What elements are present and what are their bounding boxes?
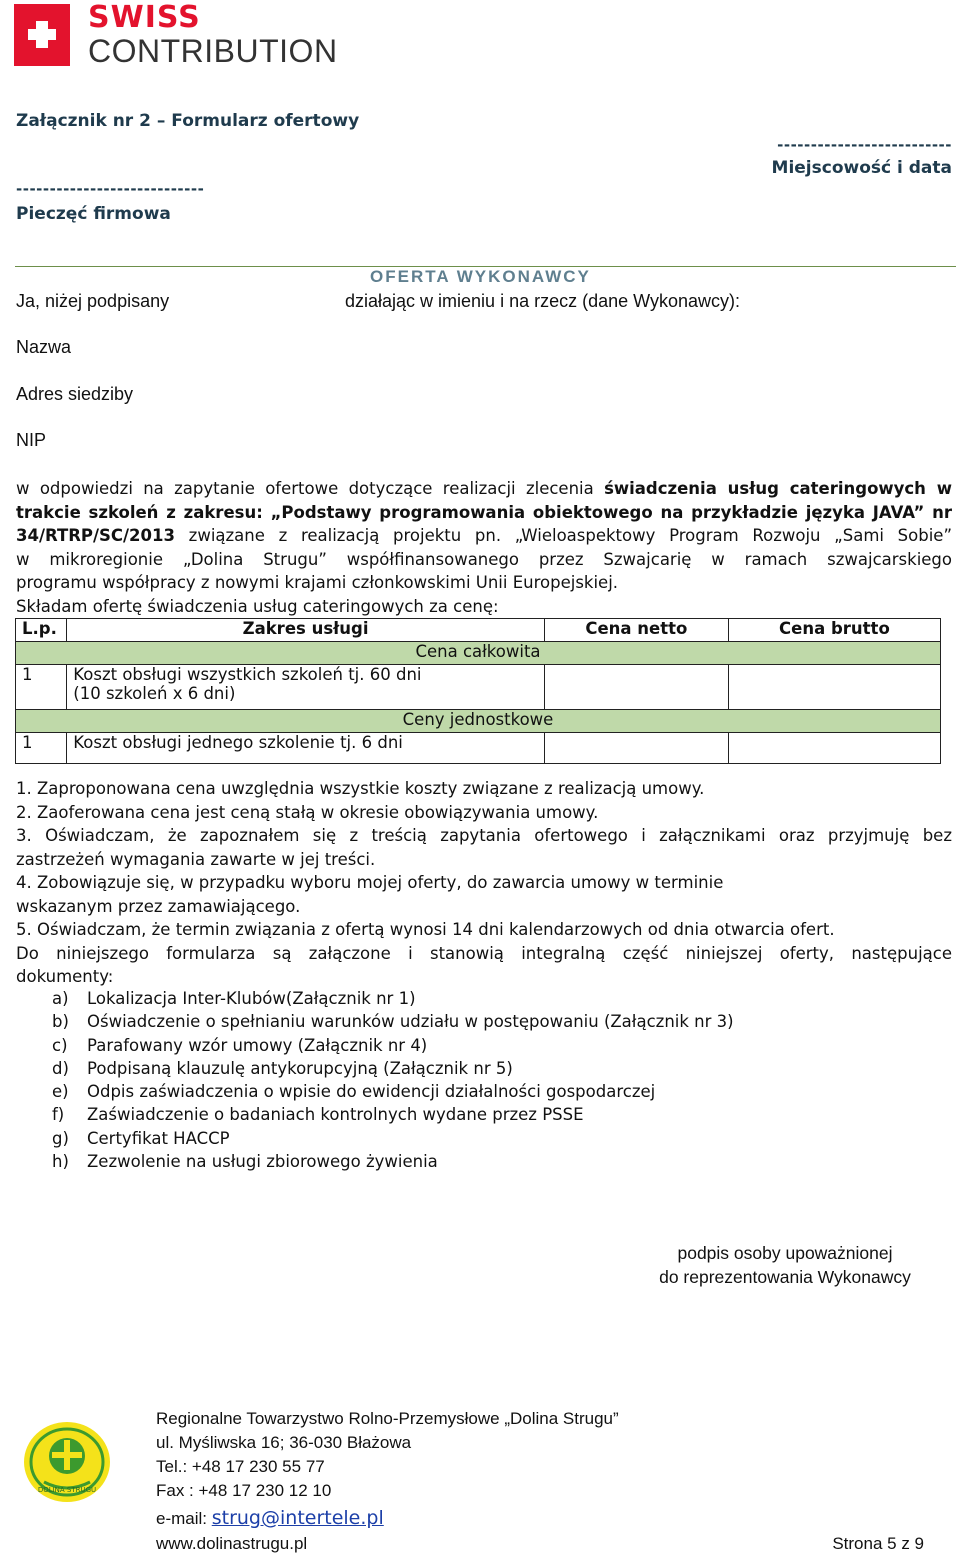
- dolina-strugu-logo-icon: [22, 1420, 112, 1504]
- item-letter: c): [52, 1035, 68, 1055]
- footer-email-label: e-mail:: [156, 1509, 212, 1528]
- list-item: [52, 1057, 734, 1080]
- row1-gross-price-field[interactable]: [728, 665, 940, 710]
- stamp-label: Pieczęć firmowa: [16, 204, 171, 224]
- list-item: [52, 987, 734, 1010]
- footer-address: ul. Myśliwska 16; 36-030 Błażowa: [156, 1433, 412, 1452]
- statement-4: 4. Zobowiązuje się, w przypadku wyboru mojej oferty, do zawarcia umowy w terminie: [16, 873, 724, 892]
- signature-line1: podpis osoby upoważnionej: [677, 1243, 893, 1263]
- header-net: Cena netto: [544, 619, 728, 642]
- row1-net-price-field[interactable]: [544, 665, 728, 710]
- table-section-unit: [16, 710, 941, 733]
- offer-title: OFERTA WYKONAWCY: [370, 267, 591, 286]
- row2-net-price-field[interactable]: [544, 733, 728, 764]
- list-item: [52, 1010, 734, 1033]
- row1-desc-line1: Koszt obsługi wszystkich szkoleń tj. 60 dni: [73, 665, 422, 684]
- intro-line6: Składam ofertę świadczenia usług cateringowych za cenę:: [16, 596, 499, 616]
- list-item: [52, 1127, 734, 1150]
- item-text: Zezwolenie na usługi zbiorowego żywienia: [87, 1152, 438, 1172]
- footer-org: Regionalne Towarzystwo Rolno-Przemysłowe „Dolina Strugu”: [156, 1409, 619, 1428]
- name-label: Nazwa: [16, 337, 72, 357]
- item-letter: a): [52, 989, 69, 1008]
- list-item: [52, 1103, 734, 1126]
- item-letter: g): [52, 1128, 69, 1148]
- intro-line2: trakcie szkoleń z zakresu: „Podstawy programowania obiektowego na przykładzie języka JAVA” nr: [16, 502, 952, 522]
- statement-5: 5. Oświadczam, że termin związania z ofertą wynosi 14 dni kalendarzowych od dnia otwarcia ofert.: [16, 920, 835, 939]
- footer-email-link[interactable]: strug@intertele.pl: [211, 1507, 384, 1529]
- statement-1: 1. Zaproponowana cena uwzględnia wszystkie koszty związane z realizacją umowy.: [16, 779, 705, 798]
- statement-2: 2. Zaoferowana cena jest ceną stałą w okresie obowiązywania umowy.: [16, 802, 599, 822]
- item-letter: b): [52, 1012, 69, 1032]
- nip-label: NIP: [16, 430, 47, 450]
- footer-email-row: [156, 1507, 384, 1529]
- logo-contribution: CONTRIBUTION: [88, 33, 338, 69]
- list-item: [52, 1150, 734, 1173]
- attachments-intro-cont: dokumenty:: [16, 967, 114, 986]
- item-text: Lokalizacja Inter-Klubów(Załącznik nr 1): [87, 989, 416, 1008]
- footer-website[interactable]: www.dolinastrugu.pl: [156, 1534, 308, 1553]
- address-label: Adres siedziby: [16, 384, 134, 404]
- table-section-total: [16, 642, 941, 665]
- acting-label: działając w imieniu i na rzecz (dane Wykonawcy):: [345, 291, 740, 311]
- signed-label: Ja, niżej podpisany: [16, 291, 170, 311]
- swiss-flag-icon: [14, 4, 70, 66]
- place-date-line: --------------------------: [777, 136, 952, 154]
- section-unit-label: Ceny jednostkowe: [16, 710, 941, 733]
- statement-3: 3. Oświadczam, że zapoznałem się z treścią zapytania ofertowego i załącznikami oraz przyjmuję bez: [16, 826, 952, 845]
- row2-description: Koszt obsługi jednego szkolenie tj. 6 dni: [67, 733, 545, 764]
- table-row: [16, 665, 941, 710]
- statements-list: [16, 777, 952, 989]
- intro-line1a: w odpowiedzi na zapytanie ofertowe dotyczące realizacji zlecenia: [16, 479, 605, 498]
- intro-line1b: świadczenia usług cateringowych w: [604, 479, 952, 498]
- attachments-list: [52, 987, 734, 1173]
- section-total-label: Cena całkowita: [16, 642, 941, 665]
- price-table: [15, 618, 941, 764]
- list-item: [52, 1034, 734, 1057]
- item-text: Odpis zaświadczenia o wpisie do ewidencji działalności gospodarczej: [87, 1082, 656, 1102]
- intro-line3a: 34/RTRP/SC/2013: [16, 526, 175, 545]
- table-header-row: [16, 619, 941, 642]
- statement-3-cont: zastrzeżeń wymagania zawarte w jej treści.: [16, 849, 376, 869]
- logo-caption: DOLINA STRUGU: [37, 1486, 97, 1494]
- header-scope: Zakres usługi: [67, 619, 545, 642]
- signature-line2: do reprezentowania Wykonawcy: [659, 1267, 911, 1287]
- row1-description: [67, 665, 545, 710]
- row2-number: 1: [16, 733, 67, 764]
- table-row: [16, 733, 941, 764]
- row1-desc-line2: (10 szkoleń x 6 dni): [73, 684, 236, 703]
- page-title: Załącznik nr 2 – Formularz ofertowy: [16, 111, 360, 131]
- list-item: [52, 1080, 734, 1103]
- item-letter: h): [52, 1152, 69, 1172]
- item-letter: d): [52, 1058, 69, 1078]
- intro-line3b: związane z realizacją projektu pn. „Wieloaspektowy Program Rozwoju „Sami Sobie”: [174, 526, 952, 545]
- item-text: Podpisaną klauzulę antykorupcyjną (Załącznik nr 5): [87, 1058, 513, 1078]
- statement-4-cont: wskazanym przez zamawiającego.: [16, 896, 301, 916]
- intro-line4: w mikroregionie „Dolina Strugu” współfinansowanego przez Szwajcarię w ramach szwajcarskiego: [16, 549, 952, 569]
- stamp-line: ----------------------------: [16, 180, 205, 198]
- header-gross: Cena brutto: [728, 619, 940, 642]
- intro-line5: programu współpracy z nowymi krajami członkowskimi Unii Europejskiej.: [16, 573, 619, 592]
- footer-tel: Tel.: +48 17 230 55 77: [156, 1457, 325, 1476]
- item-text: Certyfikat HACCP: [87, 1128, 230, 1148]
- item-text: Zaświadczenie o badaniach kontrolnych wydane przez PSSE: [87, 1105, 584, 1125]
- place-date-label: Miejscowość i data: [771, 158, 952, 178]
- footer-fax: Fax : +48 17 230 12 10: [156, 1481, 332, 1500]
- footer-page-number: Strona 5 z 9: [832, 1534, 924, 1553]
- attachments-intro: Do niniejszego formularza są załączone i stanowią integralną część niniejszej oferty, następujące: [16, 943, 952, 963]
- item-text: Oświadczenie o spełnianiu warunków udziału w postępowaniu (Załącznik nr 3): [87, 1012, 734, 1032]
- item-letter: f): [52, 1105, 65, 1125]
- intro-paragraph: [16, 477, 952, 618]
- row1-number: 1: [16, 665, 67, 710]
- item-letter: e): [52, 1082, 69, 1102]
- logo-swiss: SWISS: [88, 0, 201, 35]
- row2-gross-price-field[interactable]: [728, 733, 940, 764]
- header-lp: L.p.: [16, 619, 67, 642]
- item-text: Parafowany wzór umowy (Załącznik nr 4): [87, 1035, 428, 1055]
